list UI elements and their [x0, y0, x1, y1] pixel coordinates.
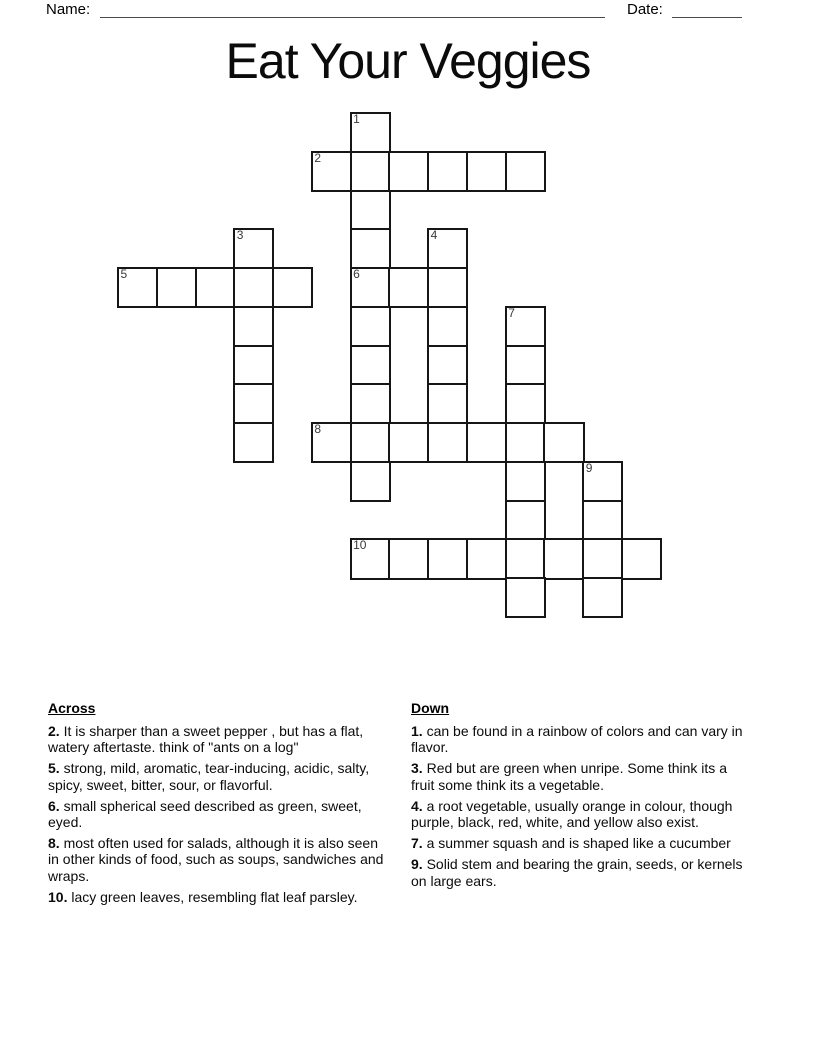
grid-cell[interactable] [427, 267, 468, 308]
cell-number: 3 [236, 228, 244, 243]
cell-number: 2 [314, 150, 322, 165]
clue-down-9 [411, 856, 749, 888]
clue-text: a summer squash and is shaped like a cucumber [426, 835, 731, 852]
grid-cell[interactable] [505, 538, 546, 579]
grid-cell[interactable] [388, 538, 429, 579]
grid-cell[interactable] [233, 345, 274, 386]
grid-cell[interactable] [505, 422, 546, 463]
clue-across-5 [48, 760, 386, 792]
grid-cell[interactable] [427, 345, 468, 386]
clue-number: 7. [411, 835, 423, 852]
cell-number: 6 [353, 267, 360, 282]
clue-text: Red but are green when unripe. Some think its a fruit some think its a vegetable. [411, 760, 727, 793]
grid-cell[interactable] [427, 306, 468, 347]
grid-cell[interactable] [233, 228, 274, 269]
date-fill-line[interactable] [672, 17, 742, 18]
grid-cell[interactable] [505, 577, 546, 618]
clue-number: 5. [48, 760, 60, 777]
grid-cell[interactable] [350, 306, 391, 347]
grid-cell[interactable] [350, 228, 391, 269]
cell-number: 10 [353, 538, 367, 553]
grid-cell[interactable] [233, 267, 274, 308]
grid-cell[interactable] [466, 422, 507, 463]
across-heading: Across [48, 700, 96, 716]
grid-cell[interactable] [466, 151, 507, 192]
clue-across-8 [48, 835, 386, 884]
grid-cell[interactable] [311, 151, 352, 192]
grid-cell[interactable] [582, 538, 623, 579]
grid-cell[interactable] [350, 461, 391, 502]
grid-cell[interactable] [350, 383, 391, 424]
clue-number: 10. [48, 888, 68, 905]
clue-text: It is sharper than a sweet pepper , but has a flat, watery aftertaste. think of "ants on a log" [48, 723, 364, 756]
clue-number: 6. [48, 797, 60, 814]
clue-number: 9. [411, 856, 423, 873]
clue-number: 2. [48, 723, 60, 739]
clue-text: can be found in a rainbow of colors and can vary in flavor. [411, 723, 743, 756]
cell-number: 4 [430, 228, 438, 243]
cell-number: 7 [508, 305, 515, 320]
grid-cell[interactable] [388, 422, 429, 463]
cell-number: 8 [314, 422, 322, 437]
clue-text: Solid stem and bearing the grain, seeds, or kernels on large ears. [411, 856, 743, 889]
date-label: Date: [627, 1, 663, 18]
clue-text: small spherical seed described as green, sweet, eyed. [48, 797, 362, 831]
cell-number: 5 [120, 267, 128, 282]
clue-across-2 [48, 723, 386, 755]
name-label: Name: [46, 1, 91, 18]
grid-cell[interactable] [505, 151, 546, 192]
grid-cell[interactable] [505, 345, 546, 386]
cell-number: 9 [585, 460, 593, 475]
grid-cell[interactable] [543, 538, 584, 579]
grid-cell[interactable] [272, 267, 313, 308]
clue-text: a root vegetable, usually orange in colour, though purple, black, red, white, and yellow also exist. [411, 797, 733, 831]
page-title: Eat Your Veggies [225, 33, 591, 89]
crossword-grid [117, 112, 677, 622]
grid-cell[interactable] [505, 500, 546, 541]
grid-cell[interactable] [233, 383, 274, 424]
grid-cell[interactable] [505, 461, 546, 502]
cell-number: 1 [353, 112, 360, 126]
grid-cell[interactable] [543, 422, 584, 463]
grid-cell[interactable] [582, 500, 623, 541]
grid-cell[interactable] [350, 151, 391, 192]
grid-cell[interactable] [350, 538, 391, 579]
grid-cell[interactable] [350, 190, 391, 231]
clue-text: strong, mild, aromatic, tear-inducing, acidic, salty, spicy, sweet, bitter, sour, or flavorful. [48, 760, 370, 793]
grid-cell[interactable] [388, 151, 429, 192]
clue-across-6 [48, 798, 386, 830]
down-clues-section [411, 700, 767, 894]
clue-across-10 [48, 889, 386, 905]
clue-down-3 [411, 760, 749, 792]
clue-number: 4. [411, 797, 423, 814]
name-fill-line[interactable] [100, 17, 605, 18]
clue-number: 8. [48, 835, 60, 852]
grid-cell[interactable] [388, 267, 429, 308]
grid-cell[interactable] [117, 267, 158, 308]
grid-cell[interactable] [350, 345, 391, 386]
grid-cell[interactable] [466, 538, 507, 579]
clue-number: 3. [411, 760, 423, 777]
clue-text: lacy green leaves, resembling flat leaf parsley. [71, 888, 358, 905]
grid-cell[interactable] [350, 422, 391, 463]
grid-cell[interactable] [582, 577, 623, 618]
grid-cell[interactable] [505, 306, 546, 347]
across-clues-section [48, 700, 404, 910]
grid-cell[interactable] [582, 461, 623, 502]
grid-cell[interactable] [350, 112, 391, 153]
grid-cell[interactable] [505, 383, 546, 424]
grid-cell[interactable] [621, 538, 662, 579]
clue-text: most often used for salads, although it is also seen in other kinds of food, such as soups, sandwiches and wraps. [48, 835, 384, 884]
down-heading: Down [411, 700, 450, 716]
clue-number: 1. [411, 723, 423, 739]
clue-down-4 [411, 798, 749, 830]
grid-cell[interactable] [311, 422, 352, 463]
grid-cell[interactable] [427, 538, 468, 579]
clue-down-1 [411, 723, 749, 755]
grid-cell[interactable] [427, 422, 468, 463]
grid-cell[interactable] [427, 228, 468, 269]
grid-cell[interactable] [233, 422, 274, 463]
grid-cell[interactable] [156, 267, 197, 308]
grid-cell[interactable] [427, 151, 468, 192]
clue-down-7 [411, 835, 749, 851]
grid-cell[interactable] [427, 383, 468, 424]
grid-cell[interactable] [350, 267, 391, 308]
grid-cell[interactable] [195, 267, 236, 308]
grid-cell[interactable] [233, 306, 274, 347]
